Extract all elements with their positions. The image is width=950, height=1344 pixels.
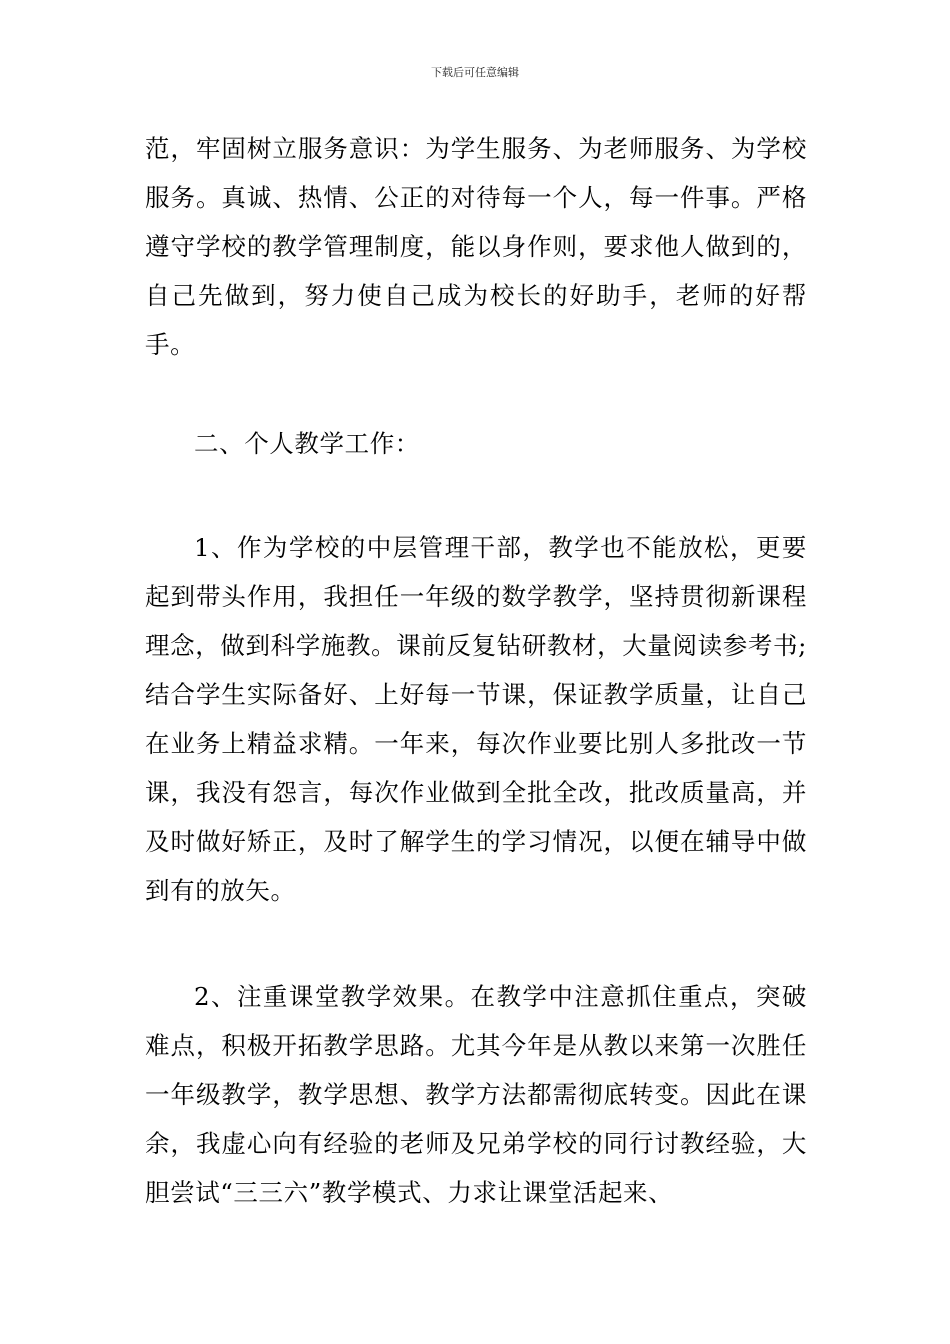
paragraph-item-1 — [145, 523, 807, 915]
page-header: 下载后可任意编辑 — [431, 66, 519, 79]
section-heading — [145, 419, 807, 468]
paragraph-item-2 — [145, 972, 807, 1217]
paragraph-continuation — [145, 124, 807, 369]
section-heading-text: 二、个人教学工作： — [194, 429, 420, 458]
paragraph-text: 范，牢固树立服务意识：为学生服务、为老师服务、为学校服务。真诚、热情、公正的对待每一个人，每一件事。严格遵守学校的教学管理制度，能以身作则，要求他人做到的，自己先做到，努力使自己成为校长的好助手，老师的好帮手。 — [145, 134, 807, 359]
paragraph-text: 1、作为学校的中层管理干部，教学也不能放松，更要起到带头作用，我担任一年级的数学教学，坚持贯彻新课程理念，做到科学施教。课前反复钻研教材，大量阅读参考书;结合学生实际备好、上好每一节课，保证教学质量，让自己在业务上精益求精。一年来，每次作业要比别人多批改一节课，我没有怨言，每次作业做到全批全改，批改质量高，并及时做好矫正，及时了解学生的学习情况，以便在辅导中做到有的放矢。 — [145, 533, 807, 905]
paragraph-text: 2、注重课堂教学效果。在教学中注意抓住重点，突破难点，积极开拓教学思路。尤其今年是从教以来第一次胜任一年级教学，教学思想、教学方法都需彻底转变。因此在课余，我虚心向有经验的老师及兄弟学校的同行讨教经验，大胆尝试“三三六”教学模式、力求让课堂活起来、 — [145, 982, 807, 1207]
